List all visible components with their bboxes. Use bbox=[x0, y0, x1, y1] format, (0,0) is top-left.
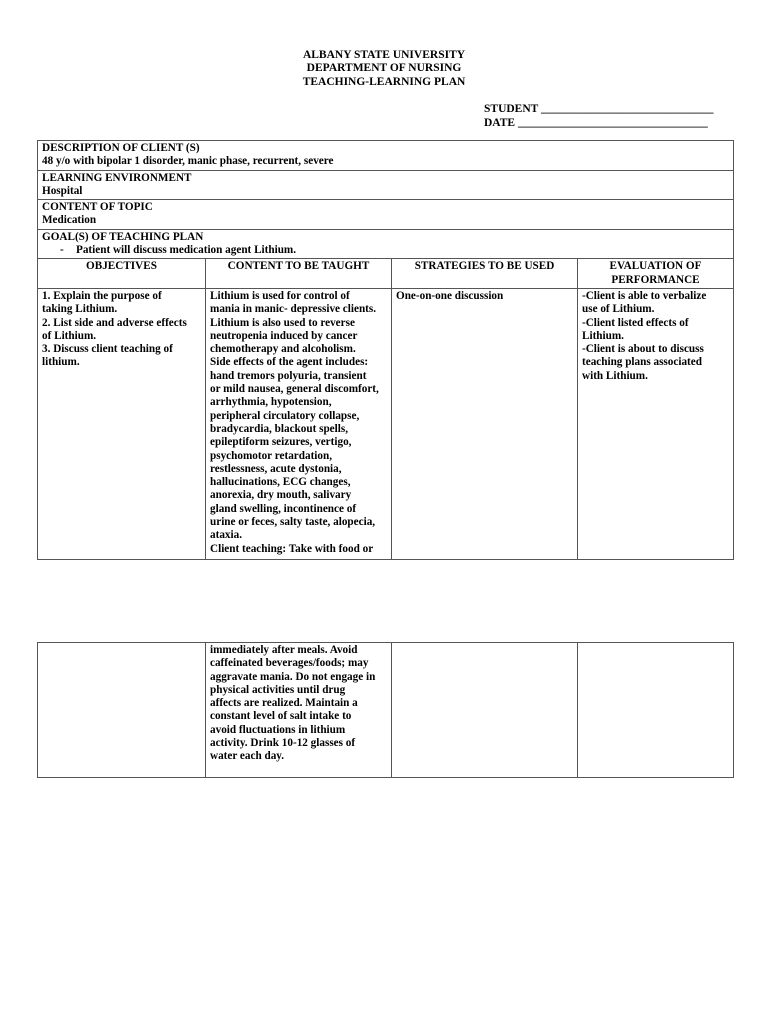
header-objectives: OBJECTIVES bbox=[38, 259, 206, 289]
document-header bbox=[0, 49, 768, 89]
evaluation-cell bbox=[578, 288, 734, 559]
plan-row-2 bbox=[38, 643, 734, 778]
content-line: affects are realized. Maintain a bbox=[210, 697, 358, 710]
environment-row bbox=[38, 170, 734, 200]
content-line: peripheral circulatory collapse, bbox=[210, 409, 360, 422]
objectives-cell-continued bbox=[38, 643, 206, 778]
content-line: caffeinated beverages/foods; may bbox=[210, 657, 369, 670]
evaluation-line: teaching plans associated bbox=[582, 356, 702, 369]
evaluation-line: Lithium. bbox=[582, 329, 624, 342]
environment-label: LEARNING ENVIRONMENT bbox=[42, 171, 192, 184]
university-name: ALBANY STATE UNIVERSITY bbox=[302, 49, 466, 61]
student-info bbox=[484, 102, 714, 130]
evaluation-line: -Client is able to verbalize bbox=[582, 289, 707, 302]
plan-row-1 bbox=[38, 288, 734, 559]
objectives-line: 1. Explain the purpose of bbox=[42, 289, 162, 302]
goal-bullet: - bbox=[60, 244, 64, 257]
environment-cell bbox=[38, 170, 734, 200]
content-cell-continued bbox=[206, 643, 392, 778]
content-line: or mild nausea, general discomfort, bbox=[210, 383, 379, 396]
evaluation-line: -Client listed effects of bbox=[582, 316, 689, 329]
objectives-cell bbox=[38, 288, 206, 559]
content-line: mania in manic- depressive clients. bbox=[210, 303, 377, 316]
content-line: Client teaching: Take with food or bbox=[210, 542, 374, 555]
topic-row bbox=[38, 200, 734, 230]
department-name: DEPARTMENT OF NURSING bbox=[306, 62, 462, 75]
strategies-cell-continued bbox=[392, 643, 578, 778]
topic-label: CONTENT OF TOPIC bbox=[42, 201, 153, 214]
objectives-line: 3. Discuss client teaching of bbox=[42, 343, 173, 356]
objectives-line: of Lithium. bbox=[42, 329, 97, 342]
content-line: Side effects of the agent includes: bbox=[210, 356, 369, 369]
content-line: water each day. bbox=[210, 750, 285, 763]
topic-value: Medication bbox=[42, 214, 97, 227]
goal-cell bbox=[38, 229, 734, 259]
date-line: DATE _________________________________ bbox=[484, 117, 708, 129]
content-line: aggravate mania. Do not engage in bbox=[210, 670, 376, 683]
goal-item bbox=[42, 244, 729, 257]
content-line: ataxia. bbox=[210, 529, 243, 542]
goal-row bbox=[38, 229, 734, 259]
content-line: arrhythmia, hypotension, bbox=[210, 396, 332, 409]
content-line: immediately after meals. Avoid bbox=[210, 644, 358, 656]
header-strategies: STRATEGIES TO BE USED bbox=[392, 259, 578, 289]
evaluation-line: -Client is about to discuss bbox=[582, 343, 704, 356]
objectives-line: 2. List side and adverse effects bbox=[42, 316, 187, 329]
evaluation-line: use of Lithium. bbox=[582, 303, 655, 316]
topic-cell bbox=[38, 200, 734, 230]
evaluation-cell-continued bbox=[578, 643, 734, 778]
content-line: chemotherapy and alcoholism. bbox=[210, 343, 356, 356]
content-line: neutropenia induced by cancer bbox=[210, 329, 358, 342]
content-line: hallucinations, ECG changes, bbox=[210, 476, 351, 489]
teaching-plan-continued-table bbox=[37, 642, 734, 778]
column-header-row bbox=[38, 259, 734, 289]
header-content: CONTENT TO BE TAUGHT bbox=[206, 259, 392, 289]
objectives-line: lithium. bbox=[42, 356, 80, 369]
client-cell bbox=[38, 141, 734, 171]
content-line: psychomotor retardation, bbox=[210, 449, 333, 462]
evaluation-line: with Lithium. bbox=[582, 369, 648, 382]
goal-value: Patient will discuss medication agent Lithium. bbox=[76, 244, 297, 257]
strategies-cell bbox=[392, 288, 578, 559]
content-cell bbox=[206, 288, 392, 559]
client-label: DESCRIPTION OF CLIENT (S) bbox=[42, 142, 200, 154]
client-row bbox=[38, 141, 734, 171]
document-title: TEACHING-LEARNING PLAN bbox=[302, 75, 466, 88]
strategies-line: One-on-one discussion bbox=[396, 289, 504, 302]
content-line: physical activities until drug bbox=[210, 683, 346, 696]
client-value: 48 y/o with bipolar 1 disorder, manic phase, recurrent, severe bbox=[42, 155, 334, 168]
content-line: constant level of salt intake to bbox=[210, 710, 352, 723]
goal-label: GOAL(S) OF TEACHING PLAN bbox=[42, 230, 204, 243]
content-line: Lithium is also used to reverse bbox=[210, 316, 355, 329]
content-line: hand tremors polyuria, transient bbox=[210, 369, 367, 382]
content-line: activity. Drink 10-12 glasses of bbox=[210, 737, 356, 750]
content-line: urine or feces, salty taste, alopecia, bbox=[210, 516, 376, 529]
content-line: avoid fluctuations in lithium bbox=[210, 723, 346, 736]
environment-value: Hospital bbox=[42, 184, 83, 197]
content-line: anorexia, dry mouth, salivary bbox=[210, 489, 352, 502]
objectives-line: taking Lithium. bbox=[42, 303, 118, 316]
content-line: Lithium is used for control of bbox=[210, 289, 350, 302]
content-line: epileptiform seizures, vertigo, bbox=[210, 436, 352, 449]
content-line: bradycardia, blackout spells, bbox=[210, 422, 348, 435]
content-line: restlessness, acute dystonia, bbox=[210, 462, 342, 475]
content-line: gland swelling, incontinence of bbox=[210, 502, 357, 515]
header-evaluation: EVALUATION OF PERFORMANCE bbox=[578, 259, 734, 289]
teaching-plan-table bbox=[37, 140, 734, 560]
student-line: STUDENT ______________________________ bbox=[484, 103, 714, 115]
